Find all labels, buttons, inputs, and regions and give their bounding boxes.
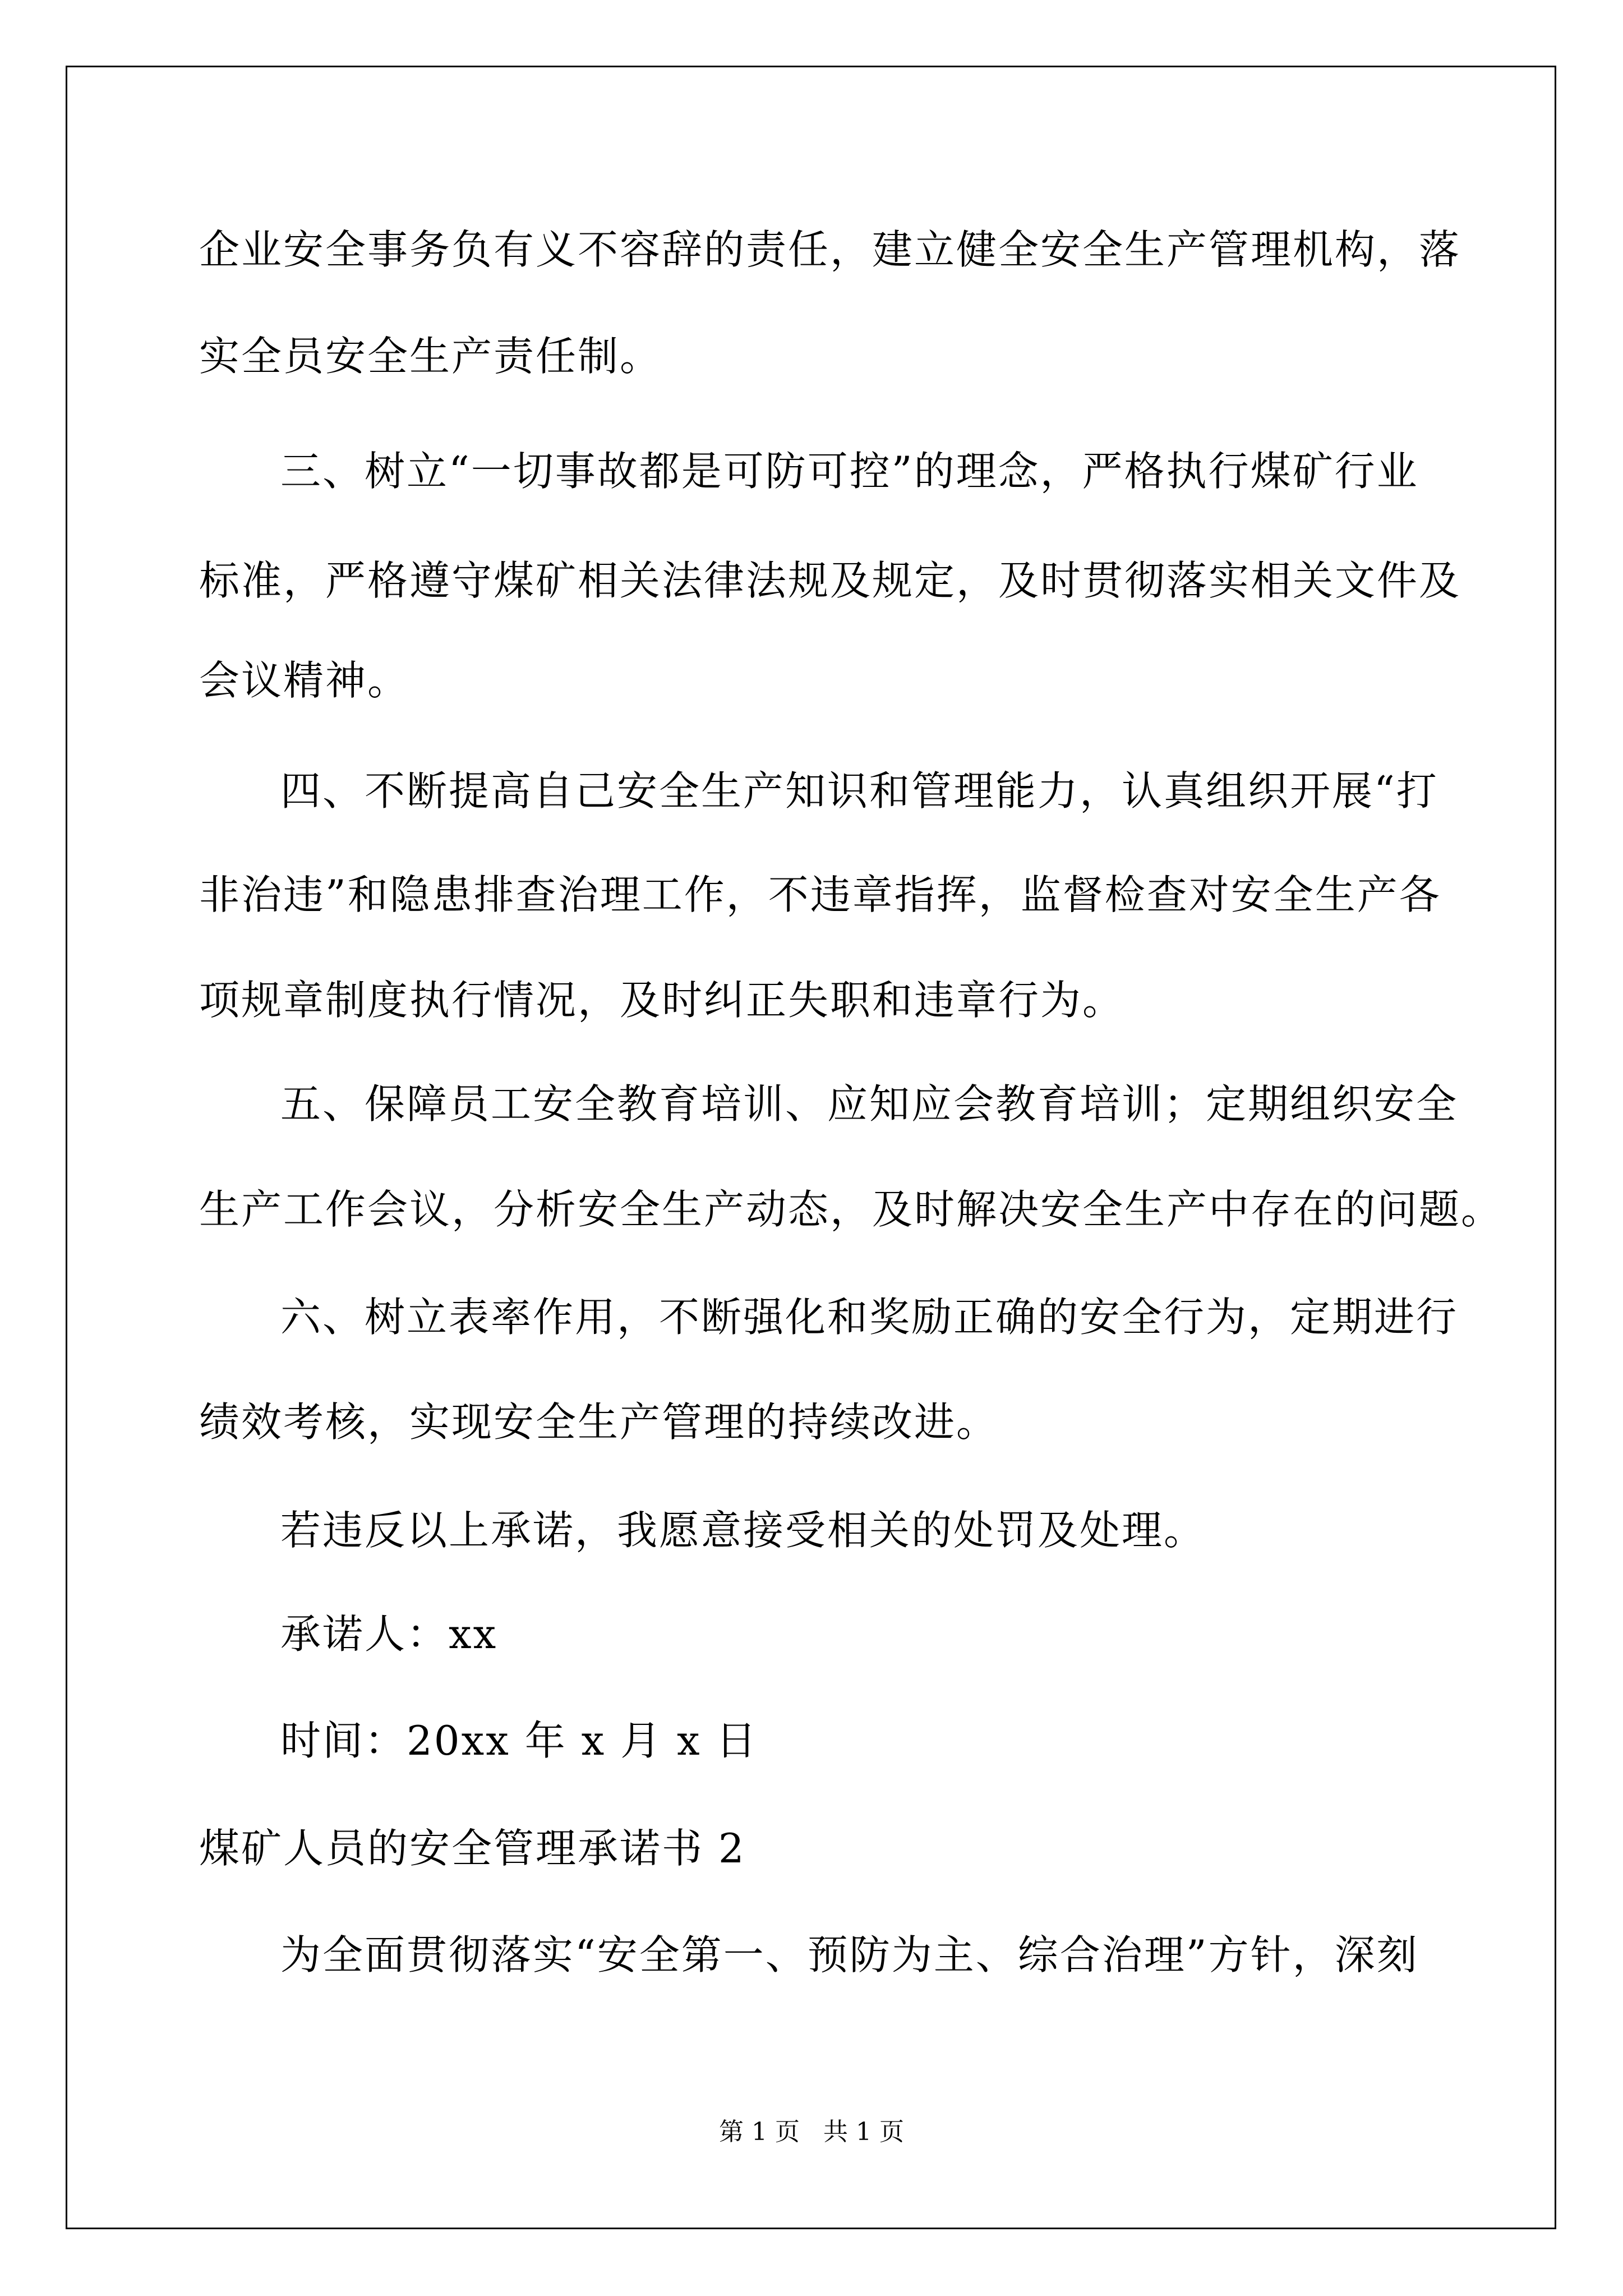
body-text-line: 实全员安全生产责任制。 — [199, 333, 662, 380]
page-footer: 第 1 页 共 1 页 — [719, 2118, 904, 2146]
body-text-line: 为全面贯彻落实“安全第一、预防为主、综合治理”方针，深刻 — [280, 1931, 1419, 1978]
body-text-line: 生产工作会议，分析安全生产动态，及时解决安全生产中存在的问题。 — [199, 1186, 1504, 1233]
body-text-line: 五、保障员工安全教育培训、应知应会教育培训；定期组织安全 — [280, 1080, 1459, 1128]
body-text-line: 若违反以上承诺，我愿意接受相关的处罚及处理。 — [280, 1507, 1206, 1554]
page-border — [66, 66, 1556, 2229]
date-line: 时间：20xx 年 x 月 x 日 — [280, 1717, 758, 1764]
body-text-line: 三、树立“一切事故都是可防可控”的理念，严格执行煤矿行业 — [280, 448, 1419, 495]
body-text-line: 绩效考核，实现安全生产管理的持续改进。 — [199, 1398, 999, 1446]
body-text-line: 四、不断提高自己安全生产知识和管理能力，认真组织开展“打 — [280, 767, 1438, 815]
body-text-line: 会议精神。 — [199, 657, 410, 704]
body-text-line: 项规章制度执行情况，及时纠正失职和违章行为。 — [199, 977, 1125, 1024]
body-text-line: 企业安全事务负有义不容辞的责任，建立健全安全生产管理机构，落 — [199, 226, 1461, 273]
body-text-line: 六、树立表率作用，不断强化和奖励正确的安全行为，定期进行 — [280, 1294, 1459, 1341]
body-text-line: 标准，严格遵守煤矿相关法律法规及规定，及时贯彻落实相关文件及 — [199, 557, 1461, 604]
signatory-line: 承诺人：xx — [280, 1611, 498, 1658]
section-heading: 煤矿人员的安全管理承诺书 2 — [199, 1825, 746, 1872]
body-text-line: 非治违”和隐患排查治理工作，不违章指挥，监督检查对安全生产各 — [199, 871, 1441, 918]
